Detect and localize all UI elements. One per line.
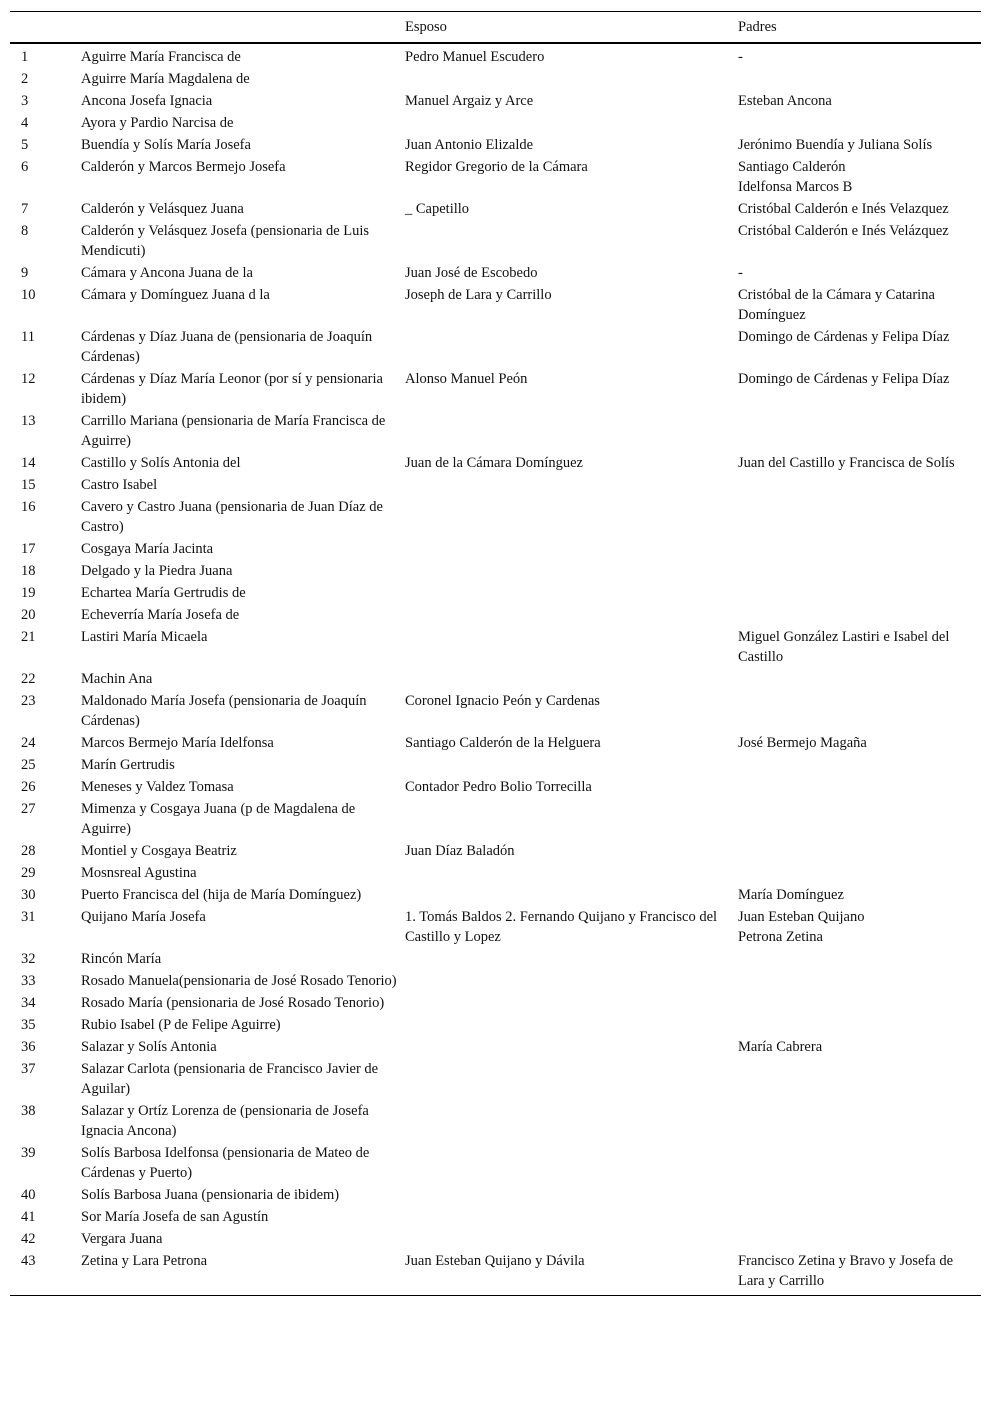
row-number-cell: 2 bbox=[21, 71, 29, 87]
table-row bbox=[10, 775, 981, 797]
row-name-cell: Lastiri María Micaela bbox=[81, 629, 208, 645]
row-number-cell: 31 bbox=[21, 909, 36, 925]
row-parents-cell: Cristóbal de la Cámara y Catarina Domínguez bbox=[738, 287, 935, 323]
row-number-cell: 27 bbox=[21, 801, 36, 817]
table-container bbox=[10, 11, 981, 1296]
row-parents-cell: María Domínguez bbox=[738, 887, 844, 903]
table-row bbox=[10, 667, 981, 689]
row-parents-cell: Esteban Ancona bbox=[738, 93, 832, 109]
row-spouse-cell: _ Capetillo bbox=[405, 201, 470, 217]
table-row bbox=[10, 883, 981, 905]
table-body bbox=[10, 43, 981, 1296]
table-row bbox=[10, 133, 981, 155]
row-spouse-cell: Alonso Manuel Peón bbox=[405, 371, 528, 387]
row-number-cell: 38 bbox=[21, 1103, 36, 1119]
table-row bbox=[10, 261, 981, 283]
row-parents-cell: María Cabrera bbox=[738, 1039, 823, 1055]
table-row bbox=[10, 1183, 981, 1205]
row-number-cell: 35 bbox=[21, 1017, 36, 1033]
row-name-cell: Machin Ana bbox=[81, 671, 153, 687]
row-number-cell: 26 bbox=[21, 779, 36, 795]
row-parents-cell bbox=[738, 603, 981, 625]
header-spouse: Esposo bbox=[405, 19, 447, 35]
table-row bbox=[10, 991, 981, 1013]
row-number-cell: 11 bbox=[21, 329, 35, 345]
table-row bbox=[10, 581, 981, 603]
row-spouse-cell bbox=[405, 409, 738, 451]
row-spouse-cell: Juan de la Cámara Domínguez bbox=[405, 455, 583, 471]
row-parents-cell bbox=[738, 947, 981, 969]
row-number-cell: 4 bbox=[21, 115, 29, 131]
row-spouse-cell: Juan José de Escobedo bbox=[405, 265, 538, 281]
table-row bbox=[10, 537, 981, 559]
row-spouse-cell bbox=[405, 947, 738, 969]
row-spouse-cell: Juan Esteban Quijano y Dávila bbox=[405, 1253, 585, 1269]
row-spouse-cell bbox=[405, 1183, 738, 1205]
row-parents-cell: Miguel González Lastiri e Isabel del Castillo bbox=[738, 629, 950, 665]
table-row bbox=[10, 753, 981, 775]
table-row bbox=[10, 1099, 981, 1141]
row-number-cell: 34 bbox=[21, 995, 36, 1011]
row-spouse-cell bbox=[405, 537, 738, 559]
row-parents-cell bbox=[738, 797, 981, 839]
row-name-cell: Meneses y Valdez Tomasa bbox=[81, 779, 234, 795]
table-row bbox=[10, 1141, 981, 1183]
row-spouse-cell bbox=[405, 1141, 738, 1183]
row-name-cell: Vergara Juana bbox=[81, 1231, 163, 1247]
row-parents-cell bbox=[738, 991, 981, 1013]
row-name-cell: Rosado María (pensionaria de José Rosado Tenorio) bbox=[81, 995, 385, 1011]
row-spouse-cell bbox=[405, 495, 738, 537]
row-spouse-cell bbox=[405, 753, 738, 775]
row-spouse-cell bbox=[405, 1035, 738, 1057]
row-name-cell: Marcos Bermejo María Idelfonsa bbox=[81, 735, 274, 751]
row-name-cell: Salazar y Ortíz Lorenza de (pensionaria de Josefa Ignacia Ancona) bbox=[81, 1103, 369, 1139]
row-number-cell: 37 bbox=[21, 1061, 36, 1077]
row-name-cell: Aguirre María Magdalena de bbox=[81, 71, 250, 87]
row-name-cell: Marín Gertrudis bbox=[81, 757, 175, 773]
table-row bbox=[10, 947, 981, 969]
row-spouse-cell: Juan Antonio Elizalde bbox=[405, 137, 534, 153]
row-name-cell: Aguirre María Francisca de bbox=[81, 49, 241, 65]
row-spouse-cell bbox=[405, 219, 738, 261]
row-number-cell: 29 bbox=[21, 865, 36, 881]
table-row bbox=[10, 325, 981, 367]
row-name-cell: Puerto Francisca del (hija de María Domínguez) bbox=[81, 887, 362, 903]
row-name-cell: Echeverría María Josefa de bbox=[81, 607, 240, 623]
table-row bbox=[10, 625, 981, 667]
row-name-cell: Castillo y Solís Antonia del bbox=[81, 455, 241, 471]
row-number-cell: 10 bbox=[21, 287, 36, 303]
row-name-cell: Mosnsreal Agustina bbox=[81, 865, 197, 881]
row-name-cell: Rosado Manuela(pensionaria de José Rosado Tenorio) bbox=[81, 973, 397, 989]
row-spouse-cell bbox=[405, 1099, 738, 1141]
row-spouse-cell: Pedro Manuel Escudero bbox=[405, 49, 545, 65]
row-name-cell: Mimenza y Cosgaya Juana (p de Magdalena de Aguirre) bbox=[81, 801, 356, 837]
row-number-cell: 25 bbox=[21, 757, 36, 773]
table-row bbox=[10, 861, 981, 883]
table-row bbox=[10, 969, 981, 991]
table-row bbox=[10, 367, 981, 409]
row-parents-cell bbox=[738, 1099, 981, 1141]
row-number-cell: 12 bbox=[21, 371, 36, 387]
row-number-cell: 41 bbox=[21, 1209, 36, 1225]
row-parents-cell bbox=[738, 155, 981, 197]
row-number-cell: 9 bbox=[21, 265, 29, 281]
table-row bbox=[10, 451, 981, 473]
row-name-cell: Castro Isabel bbox=[81, 477, 158, 493]
row-parents-cell bbox=[738, 1013, 981, 1035]
row-parents-cell: - bbox=[738, 265, 743, 281]
table-row bbox=[10, 905, 981, 947]
row-name-cell: Rubio Isabel (P de Felipe Aguirre) bbox=[81, 1017, 281, 1033]
row-parents-cell bbox=[738, 1057, 981, 1099]
row-name-cell: Cavero y Castro Juana (pensionaria de Juan Díaz de Castro) bbox=[81, 499, 383, 535]
row-spouse-cell bbox=[405, 111, 738, 133]
table-row bbox=[10, 495, 981, 537]
row-name-cell: Cárdenas y Díaz María Leonor (por sí y pensionaria ibidem) bbox=[81, 371, 383, 407]
table-row bbox=[10, 1035, 981, 1057]
row-name-cell: Montiel y Cosgaya Beatriz bbox=[81, 843, 237, 859]
row-spouse-cell bbox=[405, 1057, 738, 1099]
row-parents-cell-line: Juan Esteban Quijano bbox=[738, 909, 865, 925]
table-row bbox=[10, 1057, 981, 1099]
table-row bbox=[10, 839, 981, 861]
row-spouse-cell bbox=[405, 559, 738, 581]
nuns-table bbox=[10, 11, 981, 1296]
row-spouse-cell: Contador Pedro Bolio Torrecilla bbox=[405, 779, 592, 795]
row-number-cell: 30 bbox=[21, 887, 36, 903]
row-spouse-cell bbox=[405, 1013, 738, 1035]
row-parents-cell bbox=[738, 969, 981, 991]
row-parents-cell: Domingo de Cárdenas y Felipa Díaz bbox=[738, 371, 950, 387]
row-spouse-cell bbox=[405, 473, 738, 495]
table-row bbox=[10, 43, 981, 67]
header-name bbox=[81, 12, 405, 44]
row-parents-cell bbox=[738, 1227, 981, 1249]
row-number-cell: 3 bbox=[21, 93, 29, 109]
row-spouse-cell bbox=[405, 991, 738, 1013]
row-spouse-cell: Santiago Calderón de la Helguera bbox=[405, 735, 601, 751]
row-name-cell: Rincón María bbox=[81, 951, 162, 967]
row-parents-cell: José Bermejo Magaña bbox=[738, 735, 867, 751]
row-parents-cell bbox=[738, 495, 981, 537]
row-parents-cell bbox=[738, 861, 981, 883]
row-name-cell: Calderón y Velásquez Josefa (pensionaria de Luis Mendicuti) bbox=[81, 223, 370, 259]
row-parents-cell: Cristóbal Calderón e Inés Velazquez bbox=[738, 201, 949, 217]
row-spouse-cell bbox=[405, 581, 738, 603]
row-parents-cell-line: Santiago Calderón bbox=[738, 159, 846, 175]
row-number-cell: 8 bbox=[21, 223, 29, 239]
row-number-cell: 32 bbox=[21, 951, 36, 967]
row-name-cell: Cámara y Ancona Juana de la bbox=[81, 265, 253, 281]
row-parents-cell bbox=[738, 1141, 981, 1183]
row-spouse-cell: Manuel Argaiz y Arce bbox=[405, 93, 534, 109]
row-name-cell: Ayora y Pardio Narcisa de bbox=[81, 115, 234, 131]
row-parents-cell: Cristóbal Calderón e Inés Velázquez bbox=[738, 223, 949, 239]
row-parents-cell bbox=[738, 905, 981, 947]
row-number-cell: 39 bbox=[21, 1145, 36, 1161]
table-row bbox=[10, 283, 981, 325]
row-spouse-cell: Regidor Gregorio de la Cámara bbox=[405, 159, 588, 175]
row-number-cell: 43 bbox=[21, 1253, 36, 1269]
header-parents: Padres bbox=[738, 19, 777, 35]
row-number-cell: 5 bbox=[21, 137, 29, 153]
row-name-cell: Salazar Carlota (pensionaria de Francisco Javier de Aguilar) bbox=[81, 1061, 379, 1097]
row-parents-cell bbox=[738, 689, 981, 731]
row-name-cell: Delgado y la Piedra Juana bbox=[81, 563, 233, 579]
row-parents-cell: Juan del Castillo y Francisca de Solís bbox=[738, 455, 955, 471]
row-name-cell: Carrillo Mariana (pensionaria de María Francisca de Aguirre) bbox=[81, 413, 386, 449]
table-row bbox=[10, 731, 981, 753]
row-name-cell: Calderón y Marcos Bermejo Josefa bbox=[81, 159, 286, 175]
row-number-cell: 42 bbox=[21, 1231, 36, 1247]
row-number-cell: 23 bbox=[21, 693, 36, 709]
header-num bbox=[10, 12, 81, 44]
table-header-row bbox=[10, 12, 981, 44]
table-row bbox=[10, 603, 981, 625]
row-parents-cell bbox=[738, 559, 981, 581]
row-name-cell: Calderón y Velásquez Juana bbox=[81, 201, 244, 217]
row-parents-cell bbox=[738, 581, 981, 603]
row-spouse-cell: Coronel Ignacio Peón y Cardenas bbox=[405, 693, 600, 709]
row-parents-cell bbox=[738, 473, 981, 495]
row-spouse-cell bbox=[405, 625, 738, 667]
row-name-cell: Zetina y Lara Petrona bbox=[81, 1253, 208, 1269]
row-number-cell: 6 bbox=[21, 159, 29, 175]
table-row bbox=[10, 1013, 981, 1035]
table-row bbox=[10, 559, 981, 581]
table-row bbox=[10, 67, 981, 89]
row-number-cell: 36 bbox=[21, 1039, 36, 1055]
row-spouse-cell: Joseph de Lara y Carrillo bbox=[405, 287, 552, 303]
row-parents-cell-line: Idelfonsa Marcos B bbox=[738, 179, 853, 195]
row-parents-cell-line: Petrona Zetina bbox=[738, 929, 823, 945]
row-parents-cell: - bbox=[738, 49, 743, 65]
row-number-cell: 24 bbox=[21, 735, 36, 751]
row-name-cell: Ancona Josefa Ignacia bbox=[81, 93, 213, 109]
row-number-cell: 40 bbox=[21, 1187, 36, 1203]
row-spouse-cell bbox=[405, 1205, 738, 1227]
row-spouse-cell bbox=[405, 883, 738, 905]
row-parents-cell bbox=[738, 1183, 981, 1205]
row-number-cell: 21 bbox=[21, 629, 36, 645]
row-name-cell: Cárdenas y Díaz Juana de (pensionaria de Joaquín Cárdenas) bbox=[81, 329, 373, 365]
row-spouse-cell bbox=[405, 797, 738, 839]
row-name-cell: Cámara y Domínguez Juana d la bbox=[81, 287, 270, 303]
row-name-cell: Echartea María Gertrudis de bbox=[81, 585, 246, 601]
row-number-cell: 13 bbox=[21, 413, 36, 429]
row-parents-cell bbox=[738, 111, 981, 133]
row-number-cell: 7 bbox=[21, 201, 29, 217]
table-row bbox=[10, 197, 981, 219]
row-parents-cell bbox=[738, 409, 981, 451]
row-parents-cell bbox=[738, 1205, 981, 1227]
row-name-cell: Maldonado María Josefa (pensionaria de Joaquín Cárdenas) bbox=[81, 693, 367, 729]
row-parents-cell: Francisco Zetina y Bravo y Josefa de Lara y Carrillo bbox=[738, 1253, 954, 1289]
table-row bbox=[10, 1249, 981, 1296]
table-row bbox=[10, 797, 981, 839]
row-number-cell: 1 bbox=[21, 49, 29, 65]
row-name-cell: Sor María Josefa de san Agustín bbox=[81, 1209, 269, 1225]
row-name-cell: Solís Barbosa Idelfonsa (pensionaria de Mateo de Cárdenas y Puerto) bbox=[81, 1145, 370, 1181]
row-name-cell: Quijano María Josefa bbox=[81, 909, 206, 925]
row-number-cell: 19 bbox=[21, 585, 36, 601]
row-number-cell: 28 bbox=[21, 843, 36, 859]
row-spouse-cell bbox=[405, 67, 738, 89]
row-number-cell: 17 bbox=[21, 541, 36, 557]
row-parents-cell: Jerónimo Buendía y Juliana Solís bbox=[738, 137, 933, 153]
row-name-cell: Solís Barbosa Juana (pensionaria de ibidem) bbox=[81, 1187, 340, 1203]
table-row bbox=[10, 111, 981, 133]
row-parents-cell bbox=[738, 537, 981, 559]
row-name-cell: Salazar y Solís Antonia bbox=[81, 1039, 217, 1055]
row-spouse-cell bbox=[405, 1227, 738, 1249]
row-spouse-cell bbox=[405, 969, 738, 991]
row-parents-cell bbox=[738, 775, 981, 797]
table-row bbox=[10, 689, 981, 731]
table-row bbox=[10, 89, 981, 111]
row-spouse-cell: 1. Tomás Baldos 2. Fernando Quijano y Francisco del Castillo y Lopez bbox=[405, 909, 718, 945]
row-number-cell: 33 bbox=[21, 973, 36, 989]
row-parents-cell bbox=[738, 839, 981, 861]
row-number-cell: 18 bbox=[21, 563, 36, 579]
row-spouse-cell bbox=[405, 667, 738, 689]
table-row bbox=[10, 219, 981, 261]
row-spouse-cell: Juan Díaz Baladón bbox=[405, 843, 515, 859]
row-number-cell: 15 bbox=[21, 477, 36, 493]
row-number-cell: 22 bbox=[21, 671, 36, 687]
row-parents-cell bbox=[738, 753, 981, 775]
table-row bbox=[10, 1205, 981, 1227]
table-row bbox=[10, 155, 981, 197]
table-row bbox=[10, 409, 981, 451]
row-parents-cell bbox=[738, 667, 981, 689]
row-parents-cell bbox=[738, 67, 981, 89]
row-name-cell: Cosgaya María Jacinta bbox=[81, 541, 214, 557]
row-spouse-cell bbox=[405, 603, 738, 625]
row-parents-cell: Domingo de Cárdenas y Felipa Díaz bbox=[738, 329, 950, 345]
row-number-cell: 20 bbox=[21, 607, 36, 623]
row-spouse-cell bbox=[405, 861, 738, 883]
table-row bbox=[10, 473, 981, 495]
row-number-cell: 14 bbox=[21, 455, 36, 471]
row-spouse-cell bbox=[405, 325, 738, 367]
row-number-cell: 16 bbox=[21, 499, 36, 515]
table-row bbox=[10, 1227, 981, 1249]
row-name-cell: Buendía y Solís María Josefa bbox=[81, 137, 251, 153]
